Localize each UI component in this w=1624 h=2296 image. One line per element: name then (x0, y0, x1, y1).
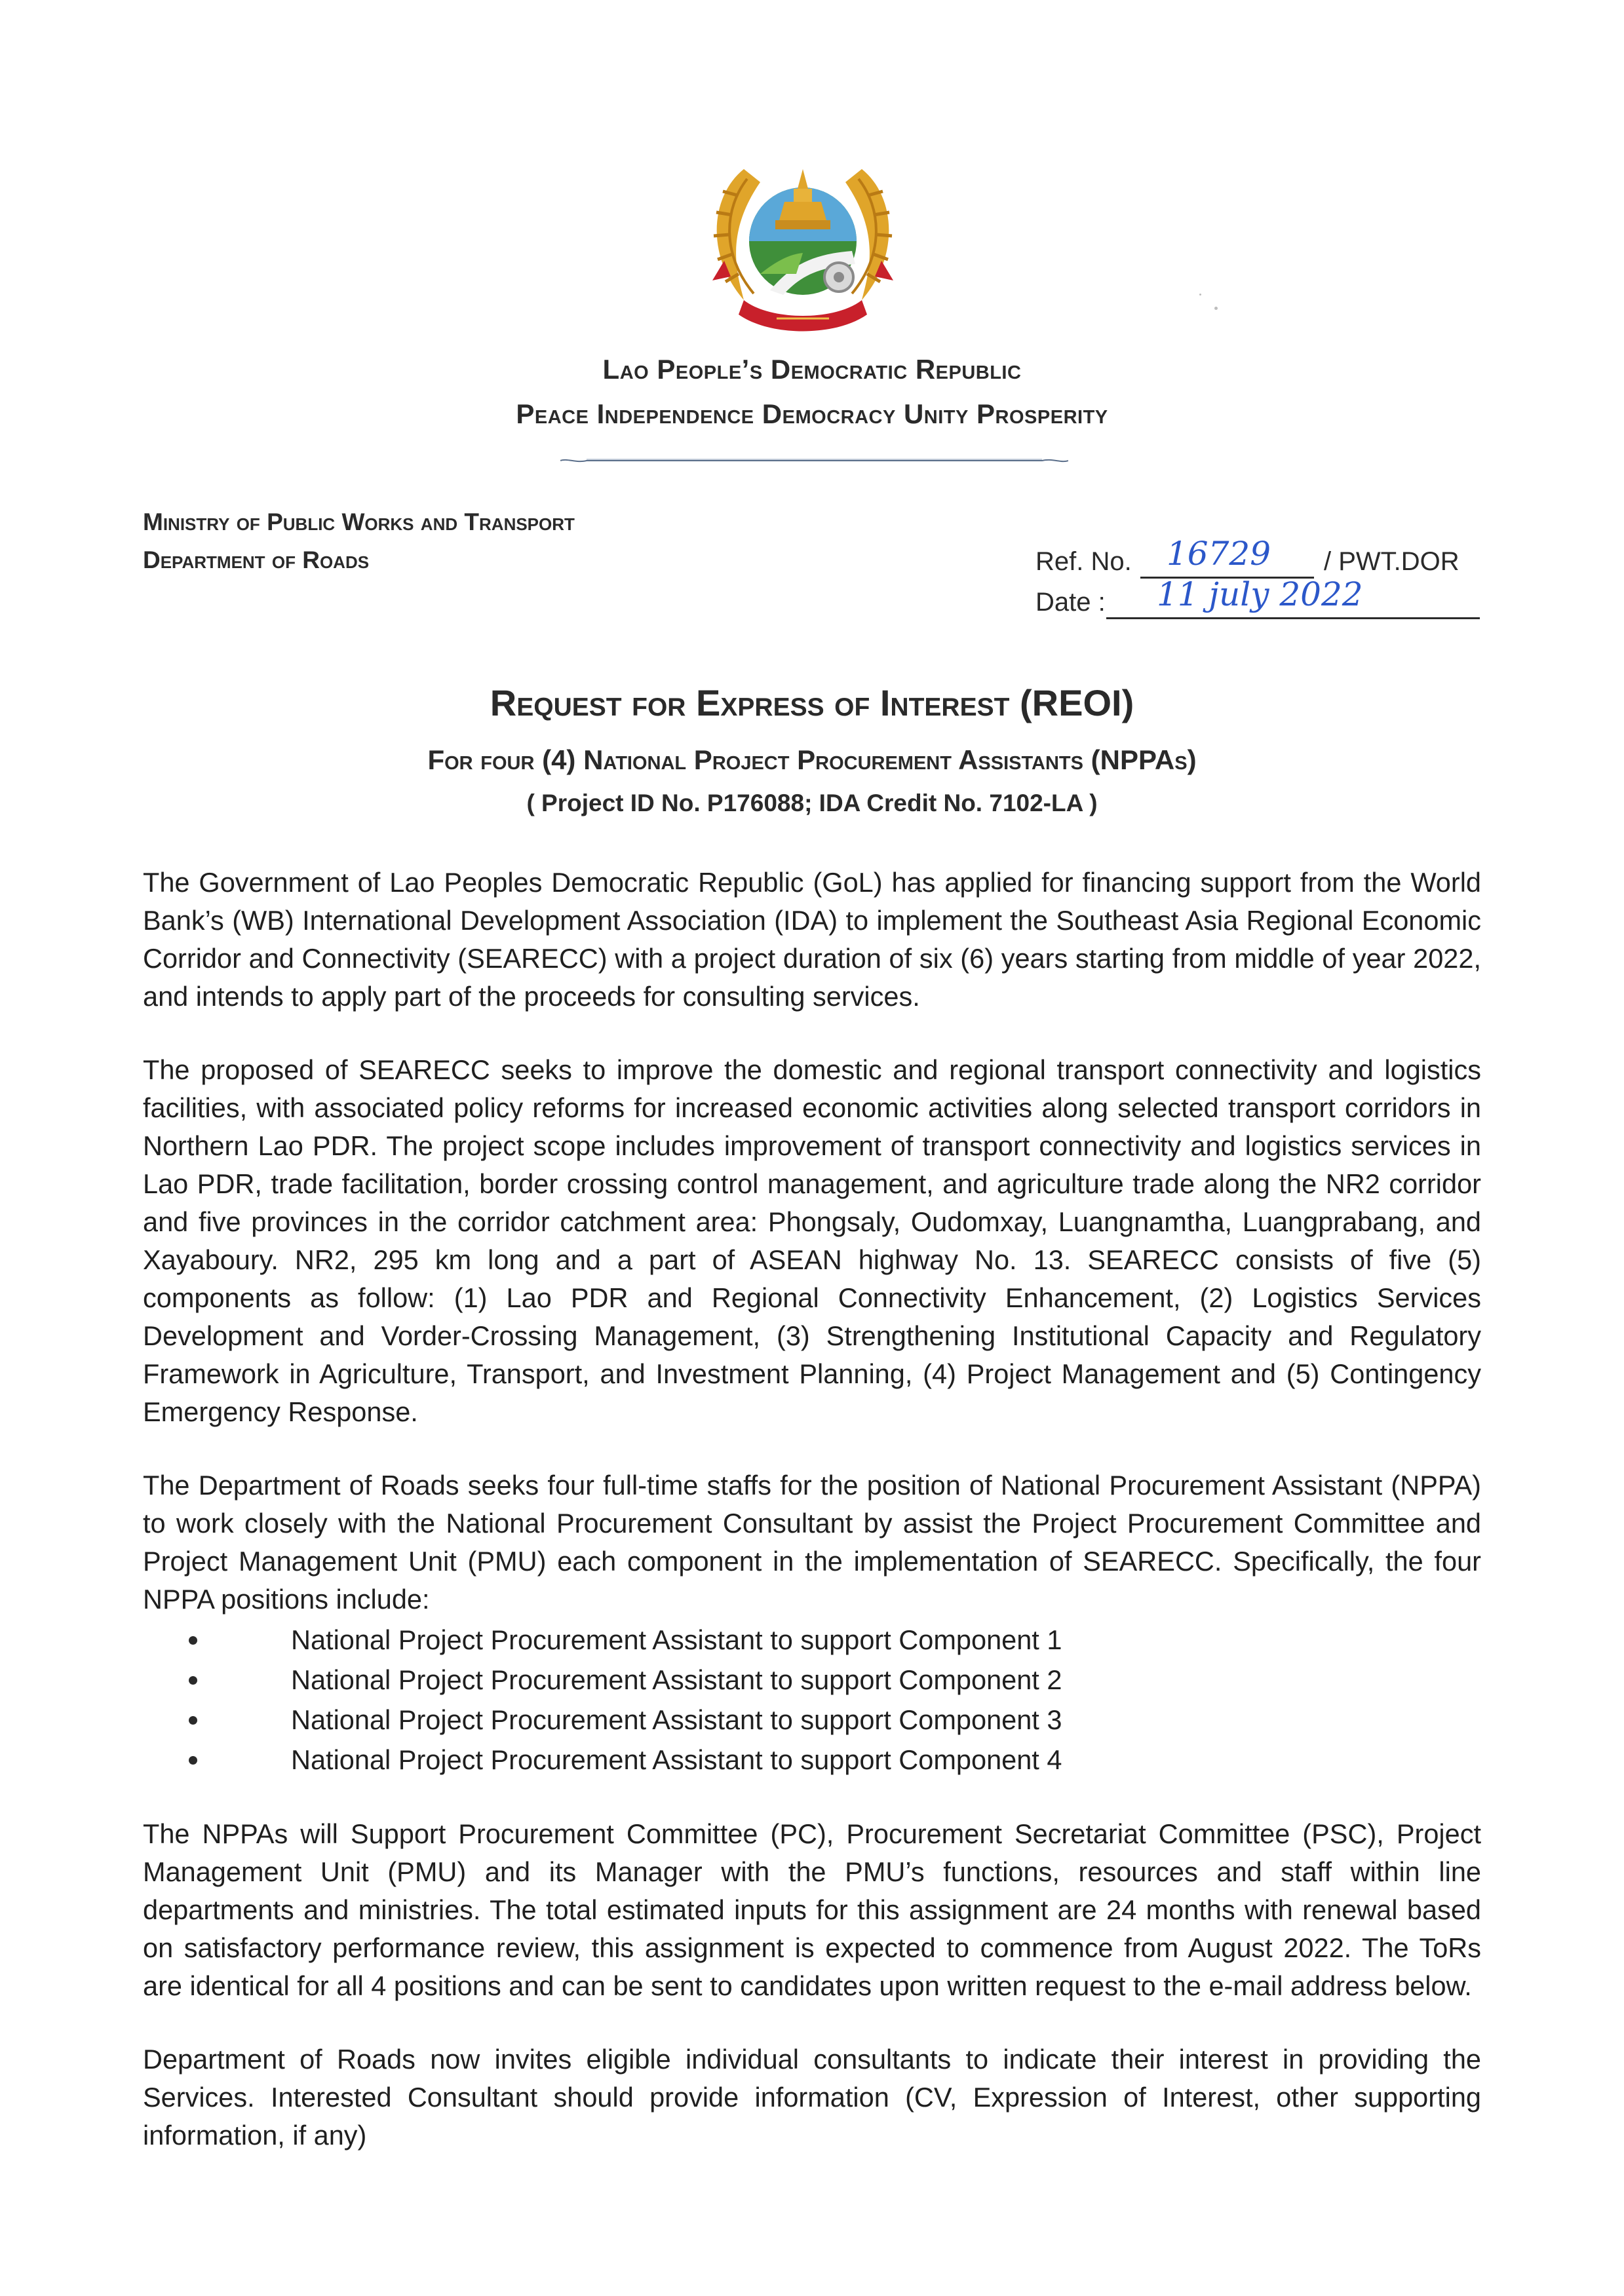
list-item-text: National Project Procurement Assistant to support Component 1 (291, 1624, 1062, 1655)
bullet-icon (189, 1716, 197, 1725)
list-item (143, 1660, 1481, 1700)
document-subtitle: For four (4) National Project Procurement Assistants (NPPAs) (427, 744, 1197, 775)
list-item-text: National Project Procurement Assistant to support Component 3 (291, 1704, 1062, 1735)
date-handwritten: 11 july 2022 (1157, 575, 1363, 613)
paragraph-invitation: Department of Roads now invites eligible individual consultants to indicate their interest in providing the Services. Interested Consultant should provide information (CV, Expression of Interest, other supporting information, if any) (143, 2044, 1481, 2151)
country-heading: Lao People’s Democratic Republic (602, 354, 1022, 385)
header-divider (560, 457, 1068, 465)
paragraph-intro: The Government of Lao Peoples Democratic Republic (GoL) has applied for financing support from the World Bank’s (WB) International Development Association (IDA) to implement the Southeast Asia Regional Economic Corridor and Connectivity (SEARECC) with a project duration of six (6) years starting from middle of year 2022, and intends to apply part of the proceeds for consulting services. (143, 867, 1481, 1012)
bullet-icon (189, 1636, 197, 1645)
ref-number-handwritten: 16729 (1167, 535, 1271, 573)
ref-label: Ref. No. (1035, 547, 1132, 576)
document-title: Request for Express of Interest (REOI) (490, 682, 1134, 723)
date-label: Date : (1035, 588, 1106, 617)
date-row (1035, 575, 1481, 624)
list-item (143, 1620, 1481, 1660)
list-item (143, 1740, 1481, 1780)
date-underline (1106, 617, 1480, 619)
issuer-block (143, 503, 575, 579)
ref-suffix: / PWT.DOR (1324, 547, 1460, 576)
paragraph-positions: The Department of Roads seeks four full-time staffs for the position of National Procurement Assistant (NPPA) to work closely with the National Procurement Consultant by assist the Project Procurement Committee and Project Management Unit (PMU) each component in the implementation of SEARECC. Specifically, the four NPPA positions include: (143, 1470, 1481, 1615)
list-item-text: National Project Procurement Assistant to support Component 2 (291, 1664, 1062, 1695)
paragraph-assignment: The NPPAs will Support Procurement Committee (PC), Procurement Secretariat Committee (PSC), Project Management Unit (PMU) and its Manager with the PMU’s functions, resources and staff within line departments and ministries. The total estimated inputs for this assignment are 24 months with renewal based on satisfactory performance review, this assignment is expected to commence from August 2022. The ToRs are identical for all 4 positions and can be sent to candidates upon written request to the e-mail address below. (143, 1818, 1481, 2001)
bullet-icon (189, 1756, 197, 1765)
scan-speck (1199, 294, 1201, 296)
department-name: Department of Roads (143, 546, 370, 573)
document-body (143, 864, 1481, 2154)
national-emblem-icon (698, 143, 908, 339)
bullet-icon (189, 1676, 197, 1685)
paragraph-project-scope: The proposed of SEARECC seeks to improve the domestic and regional transport connectivity and logistics facilities, with associated policy reforms for increased economic activities along selected transport corridors in Northern Lao PDR. The project scope includes improvement of transport connectivity and logistics services in Lao PDR, trade facilitation, border crossing control management, and agriculture trade along the NR2 corridor and five provinces in the corridor catchment area: Phongsaly, Oudomxay, Luangnamtha, Luangprabang, and Xayaboury. NR2, 295 km long and a part of ASEAN highway No. 13. SEARECC consists of five (5) components as follow: (1) Lao PDR and Regional Connectivity Enhancement, (2) Logistics Services Development and Vorder-Crossing Management, (3) Strengthening Institutional Capacity and Regulatory Framework in Agriculture, Transport, and Investment Planning, (4) Project Management and (5) Contingency Emergency Response. (143, 1054, 1481, 1427)
reference-block (1035, 535, 1481, 624)
list-item-text: National Project Procurement Assistant to support Component 4 (291, 1744, 1062, 1775)
positions-list (143, 1620, 1481, 1780)
national-motto: Peace Independence Democracy Unity Prosperity (516, 398, 1108, 429)
project-id-line: ( Project ID No. P176088; IDA Credit No. 7102-LA ) (526, 790, 1098, 816)
list-item (143, 1700, 1481, 1740)
ministry-name: Ministry of Public Works and Transport (143, 508, 575, 535)
scan-speck (1214, 307, 1218, 310)
